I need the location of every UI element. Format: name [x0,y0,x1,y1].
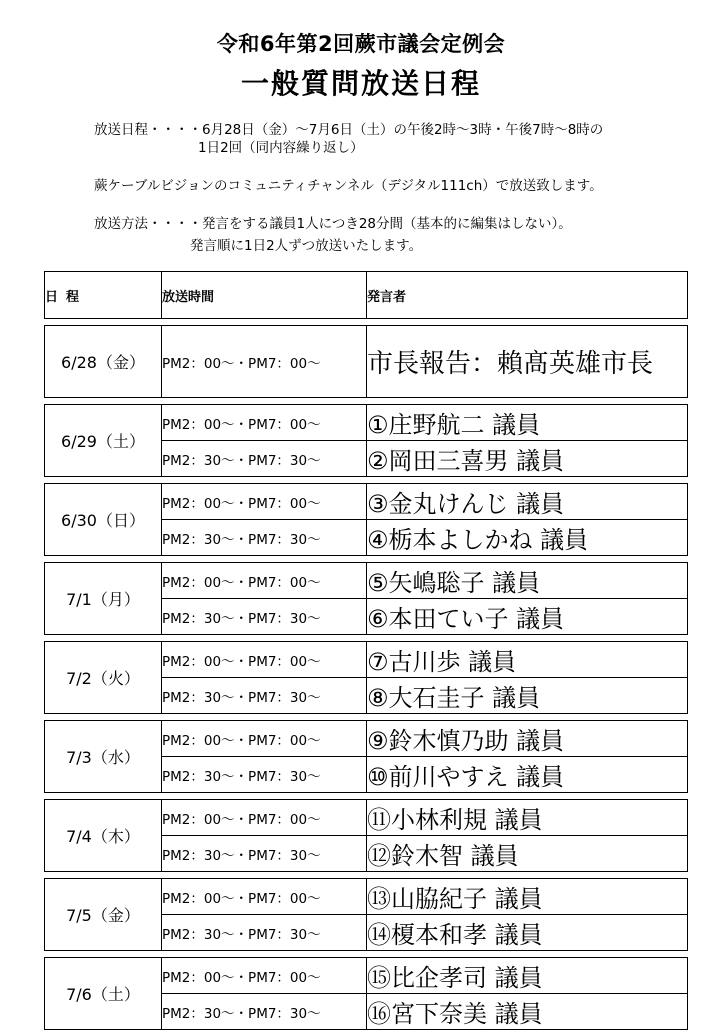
channel-line: 蕨ケーブルビジョンのコミュニティチャンネル（デジタル111ch）で放送致します。 [94,178,603,194]
spacer-row [45,714,688,721]
date-cell: 7/2（火） [45,642,162,714]
schedule-row [45,484,688,520]
schedule-row [45,721,688,757]
spacer-row [45,951,688,958]
schedule-row [45,563,688,599]
time-cell: PM2：30～・PM7：30～ [162,915,367,951]
broadcast-schedule-table [44,271,688,1030]
spacer-cell [45,951,688,958]
document-title: 令和6年第2回蕨市議会定例会 [216,32,506,56]
speaker-cell: 市長報告：賴髙英雄市長 [367,326,688,398]
time-cell: PM2：00～・PM7：00～ [162,326,367,398]
date-cell: 6/28（金） [45,326,162,398]
spacer-cell [45,398,688,405]
header-speaker: 発言者 [367,272,688,319]
schedule-row [45,879,688,915]
header-row [45,272,688,319]
date-cell: 7/5（金） [45,879,162,951]
time-cell: PM2：30～・PM7：30～ [162,520,367,556]
date-cell: 6/29（土） [45,405,162,477]
time-cell: PM2：00～・PM7：00～ [162,484,367,520]
document-subtitle: 一般質問放送日程 [240,67,481,100]
speaker-cell: ⑤矢嶋聡子 議員 [367,563,688,599]
time-cell: PM2：30～・PM7：30～ [162,836,367,872]
time-cell: PM2：30～・PM7：30～ [162,994,367,1030]
schedule-row [45,958,688,994]
speaker-cell: ③金丸けんじ 議員 [367,484,688,520]
time-cell: PM2：30～・PM7：30～ [162,441,367,477]
time-cell: PM2：30～・PM7：30～ [162,599,367,635]
time-cell: PM2：00～・PM7：00～ [162,405,367,441]
speaker-cell: ⑮比企孝司 議員 [367,958,688,994]
speaker-cell: ⑩前川やすえ 議員 [367,757,688,793]
time-cell: PM2：00～・PM7：00～ [162,642,367,678]
spacer-row [45,635,688,642]
spacer-row [45,872,688,879]
speaker-cell: ⑨鈴木慎乃助 議員 [367,721,688,757]
speaker-cell: ⑥本田てい子 議員 [367,599,688,635]
speaker-cell: ①庄野航二 議員 [367,405,688,441]
speaker-cell: ②岡田三喜男 議員 [367,441,688,477]
spacer-cell [45,319,688,326]
schedule-row [45,405,688,441]
schedule-line: 放送日程・・・・6月28日（金）～7月6日（土）の午後2時～3時・午後7時～8時の [94,122,604,138]
spacer-row [45,477,688,484]
speaker-cell: ④栃本よしかね 議員 [367,520,688,556]
spacer-row [45,793,688,800]
mayor-report-row [45,326,688,398]
speaker-cell: ⑯宮下奈美 議員 [367,994,688,1030]
schedule-row [45,800,688,836]
speaker-cell: ⑬山脇紀子 議員 [367,879,688,915]
time-cell: PM2：00～・PM7：00～ [162,958,367,994]
time-cell: PM2：30～・PM7：30～ [162,757,367,793]
schedule-line-cont: 1日2回（同内容繰り返し） [198,140,364,156]
spacer-cell [45,556,688,563]
spacer-cell [45,714,688,721]
spacer-row [45,556,688,563]
speaker-cell: ⑪小林利規 議員 [367,800,688,836]
spacer-cell [45,477,688,484]
spacer-cell [45,872,688,879]
time-cell: PM2：00～・PM7：00～ [162,721,367,757]
date-cell: 7/6（土） [45,958,162,1030]
method-line-cont: 発言順に1日2人ずつ放送いたします。 [190,238,423,254]
schedule-body [45,272,688,1030]
method-line: 放送方法・・・・発言をする議員1人につき28分間（基本的に編集はしない）。 [94,216,572,232]
time-cell: PM2：00～・PM7：00～ [162,563,367,599]
date-cell: 6/30（日） [45,484,162,556]
header-date: 日程 [45,272,162,319]
date-cell: 7/1（月） [45,563,162,635]
date-cell: 7/3（水） [45,721,162,793]
time-cell: PM2：00～・PM7：00～ [162,800,367,836]
speaker-cell: ⑧大石圭子 議員 [367,678,688,714]
time-cell: PM2：00～・PM7：00～ [162,879,367,915]
speaker-cell: ⑫鈴木智 議員 [367,836,688,872]
schedule-row [45,642,688,678]
speaker-cell: ⑦古川歩 議員 [367,642,688,678]
header-time: 放送時間 [162,272,367,319]
time-cell: PM2：30～・PM7：30～ [162,678,367,714]
spacer-row [45,319,688,326]
spacer-row [45,398,688,405]
speaker-cell: ⑭榎本和孝 議員 [367,915,688,951]
spacer-cell [45,635,688,642]
spacer-cell [45,793,688,800]
date-cell: 7/4（木） [45,800,162,872]
